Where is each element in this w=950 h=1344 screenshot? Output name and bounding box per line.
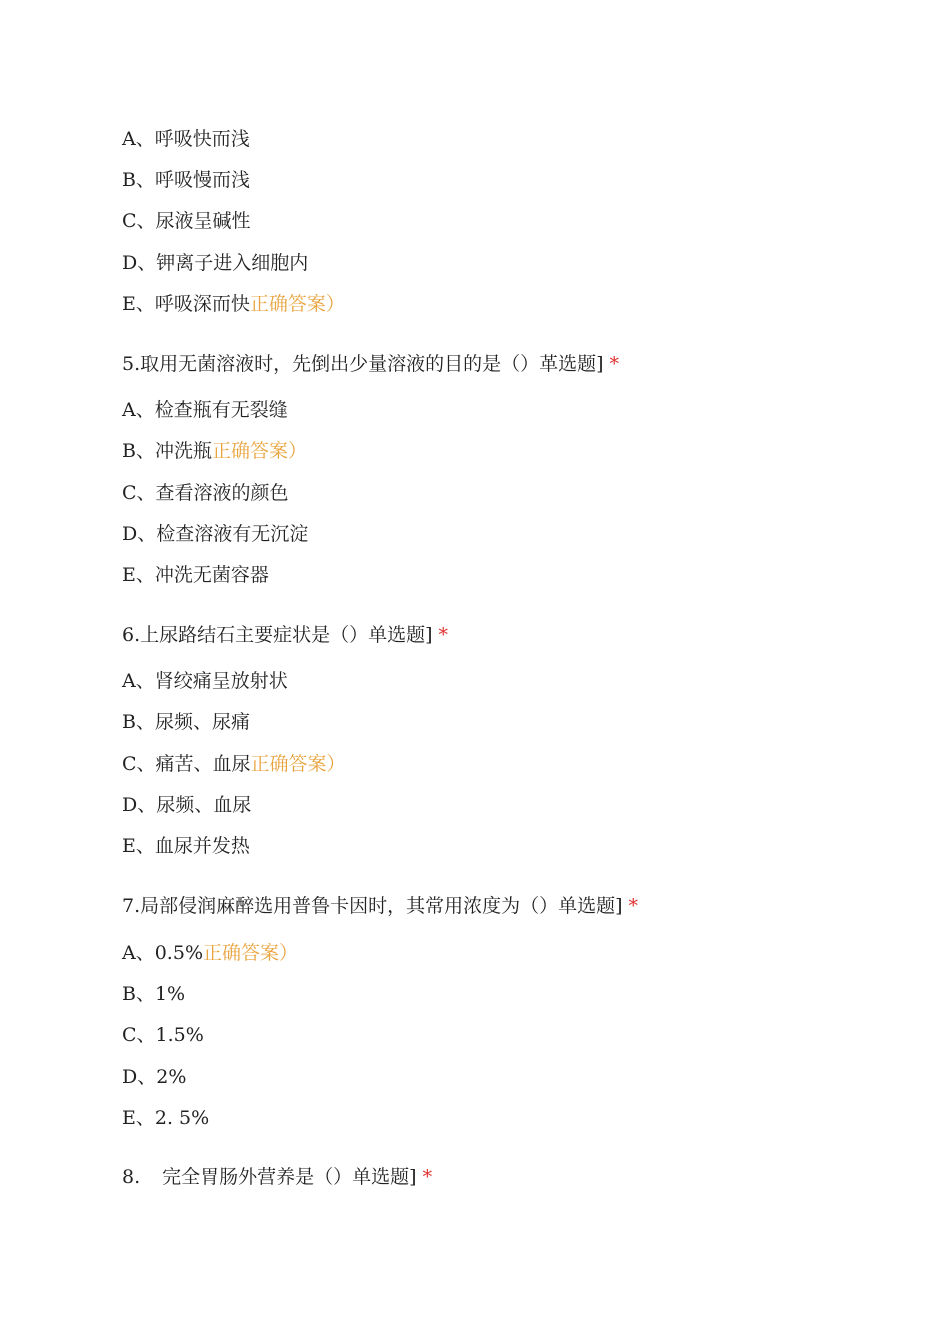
option-text: C、1.5% [122,1024,204,1046]
option-text: C、尿液呈碱性 [122,210,251,232]
q7-option-d [122,1065,186,1089]
option-text: A、呼吸快而浅 [122,128,250,150]
q6-option-b [122,710,250,734]
q7-option-c [122,1023,204,1047]
option-text: B、尿频、尿痛 [122,711,250,733]
option-text: B、呼吸慢而浅 [122,169,250,191]
option-text: A、检查瓶有无裂缝 [122,399,288,421]
q5-option-d [122,522,308,546]
option-text: E、2. 5% [122,1107,210,1129]
correct-answer-tag: 正确答案） [203,942,299,964]
question-text: 完全胃肠外营养是（）单选题] [162,1166,417,1188]
q6-title [122,623,448,647]
q4-option-b [122,168,250,192]
q4-option-d [122,251,308,275]
required-star-icon: * [438,624,449,646]
option-text: B、冲洗瓶 [122,440,212,462]
option-text: E、血尿并发热 [122,835,250,857]
option-text: D、钾离子进入细胞内 [122,252,309,274]
question-text: 5.取用无菌溶液时，先倒出少量溶液的目的是（）革选题] [122,353,604,375]
correct-answer-tag: 正确答案） [249,293,345,315]
option-text: C、痛苦、血尿 [122,753,251,775]
question-text: 6.上尿路结石主要症状是（）单选题] [122,624,433,646]
q4-option-e [122,292,345,316]
q5-option-c [122,481,289,505]
q4-option-a [122,127,250,151]
question-text: 7.局部侵润麻醉选用普鲁卡因时，其常用浓度为（）单选题] [122,895,623,917]
required-star-icon: * [628,895,639,917]
correct-answer-tag: 正确答案） [211,440,307,462]
q6-option-d [122,793,251,817]
q8-title [122,1165,432,1189]
q4-option-c [122,209,251,233]
q5-option-b [122,439,307,463]
q7-option-a [122,941,298,965]
q5-option-a [122,398,288,422]
q7-option-b [122,982,185,1006]
option-text: D、尿频、血尿 [122,794,252,816]
question-number: 8. [122,1166,141,1188]
option-text: E、呼吸深而快 [122,293,250,315]
option-text: C、查看溶液的颜色 [122,482,289,504]
option-text: D、检查溶液有无沉淀 [122,523,309,545]
q6-option-a [122,669,288,693]
q7-option-e [122,1106,209,1130]
q5-option-e [122,563,269,587]
option-text: A、肾绞痛呈放射状 [122,670,288,692]
option-text: D、2% [122,1066,187,1088]
required-star-icon: * [609,353,620,375]
correct-answer-tag: 正确答案） [250,753,346,775]
q6-option-e [122,834,250,858]
q7-title [122,894,638,918]
q6-option-c [122,752,346,776]
option-text: A、0.5% [122,942,203,964]
option-text: E、冲洗无菌容器 [122,564,269,586]
required-star-icon: * [422,1166,433,1188]
q5-title [122,352,619,376]
option-text: B、1% [122,983,186,1005]
